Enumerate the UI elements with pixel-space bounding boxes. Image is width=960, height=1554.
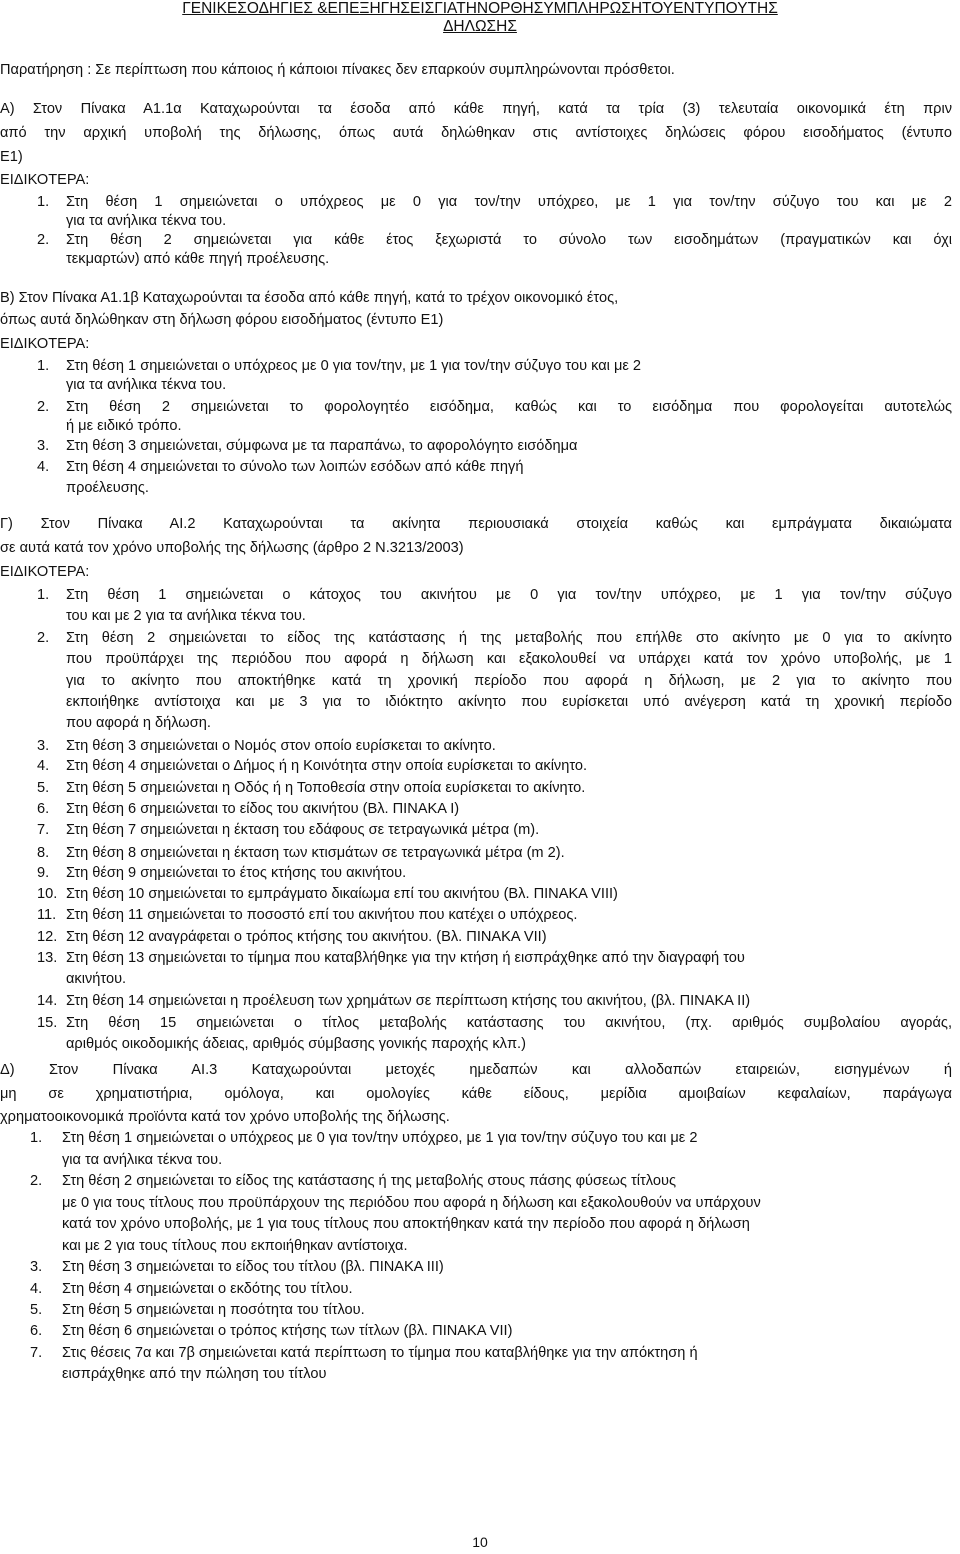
list-item-number: 1. <box>37 194 50 210</box>
list-item-text: Στη θέση 2 σημειώνεται για κάθε έτος ξεχωριστά το σύνολο των εισοδημάτων (πραγματικών και όχι <box>66 232 952 248</box>
list-item-text: Στη θέση 4 σημειώνεται το σύνολο των λοιπών εσόδων από κάθε πηγή <box>66 459 524 475</box>
list-item-number: 4. <box>30 1281 43 1297</box>
list-item-number: 9. <box>37 865 50 881</box>
list-item-number: 5. <box>37 780 50 796</box>
list-item-text: τεκμαρτών) από κάθε πηγή προέλευσης. <box>66 251 330 267</box>
list-item-number: 12. <box>37 929 58 945</box>
list-item-text: Στη θέση 10 σημειώνεται το εμπράγματο δικαίωμα επί του ακινήτου (Βλ. ΠΙΝΑΚΑ VIII) <box>66 886 618 902</box>
list-item-text: που αφορά η δήλωση. <box>66 715 211 731</box>
list-item-text: ακινήτου. <box>66 971 127 987</box>
list-item-text: εκποιήθηκε αντίστοιχα και με 3 για το ιδιόκτητο ακίνητο που ευρίσκεται υπό ανέγερση κατά τη χρονική περίοδο <box>66 694 952 710</box>
section-b-specifically: ΕΙΔΙΚΟΤΕΡΑ: <box>0 336 90 352</box>
list-item-text: για το ακίνητο που αποκτήθηκε κατά τη χρονική περίοδο που αφορά η δήλωση, με 2 για το ακίνητο που <box>66 673 952 689</box>
list-item-number: 7. <box>30 1345 43 1361</box>
title-line-2: ΔΗΛΩΣΗΣ <box>443 18 517 35</box>
list-item-text: Στη θέση 8 σημειώνεται η έκταση των κτισμάτων σε τετραγωνικά μέτρα (m 2). <box>66 845 565 861</box>
list-item-text: Στη θέση 1 σημειώνεται ο υπόχρεος με 0 για τον/την υπόχρεο, με 1 για τον/την σύζυγο του και με 2 <box>66 194 952 210</box>
note-text: Παρατήρηση : Σε περίπτωση που κάποιος ή κάποιοι πίνακες δεν επαρκούν συμπληρώνονται πρόσθετοι. <box>0 62 675 78</box>
section-d-intro-2: μη σε χρηματιστήρια, ομόλογα, και ομολογίες κάθε είδους, μερίδια αμοιβαίων κεφαλαίων, παράγωγα <box>0 1086 952 1102</box>
list-item-number: 15. <box>37 1015 58 1031</box>
list-item-text: για τα ανήλικα τέκνα του. <box>66 377 227 393</box>
list-item-text: Στη θέση 3 σημειώνεται, σύμφωνα με τα παραπάνω, το αφορολόγητο εισόδημα <box>66 438 578 454</box>
list-item-text: Στη θέση 11 σημειώνεται το ποσοστό επί του ακινήτου που κατέχει ο υπόχρεος. <box>66 907 578 923</box>
section-c-specifically: ΕΙΔΙΚΟΤΕΡΑ: <box>0 564 90 580</box>
list-item-number: 2. <box>37 399 50 415</box>
section-a-intro-1: Α) Στον Πίνακα Α1.1α Καταχωρούνται τα έσοδα από κάθε πηγή, κατά τα τρία (3) τελευταία οικονομικά έτη πριν <box>0 101 952 117</box>
list-item-text: Στη θέση 7 σημειώνεται η έκταση του εδάφους σε τετραγωνικά μέτρα (m). <box>66 822 540 838</box>
list-item-number: 10. <box>37 886 58 902</box>
list-item-number: 8. <box>37 845 50 861</box>
list-item-text: Στη θέση 1 σημειώνεται ο κάτοχος του ακινήτου με 0 για τον/την υπόχρεο, με 1 για τον/την σύζυγο <box>66 587 952 603</box>
section-a-intro-2: από την αρχική υποβολή της δήλωσης, όπως αυτά δηλώθηκαν στις αντίστοιχες δηλώσεις φόρου εισοδήματος (έντυπο <box>0 125 952 141</box>
section-c-intro-2: σε αυτά κατά τον χρόνο υποβολής της δήλωσης (άρθρο 2 Ν.3213/2003) <box>0 540 464 556</box>
list-item-number: 4. <box>37 459 50 475</box>
list-item-number: 2. <box>37 630 50 646</box>
section-b-intro-1: Β) Στον Πίνακα Α1.1β Καταχωρούνται τα έσοδα από κάθε πηγή, κατά το τρέχον οικονομικό έτος, <box>0 290 619 306</box>
list-item-text: Στη θέση 1 σημειώνεται ο υπόχρεος με 0 για τον/την υπόχρεο, με 1 για τον/την σύζυγο του και με 2 <box>62 1130 698 1146</box>
section-a-intro-3: Ε1) <box>0 149 23 165</box>
list-item-text: Στη θέση 2 σημειώνεται το είδος της κατάστασης ή της μεταβολής που επήλθε στο ακίνητο με 0 για το ακίνητο <box>66 630 952 646</box>
list-item-text: Στη θέση 2 σημειώνεται το φορολογητέο εισόδημα, καθώς και το εισόδημα που φορολογείται αυτοτελώς <box>66 399 952 415</box>
list-item-number: 3. <box>37 738 50 754</box>
list-item-text: Στις θέσεις 7α και 7β σημειώνεται κατά περίπτωση το τίμημα που καταβλήθηκε για την απόκτηση ή <box>62 1345 698 1361</box>
list-item-text: για τα ανήλικα τέκνα του. <box>66 213 227 229</box>
document-title <box>0 0 960 36</box>
list-item-text: Στη θέση 5 σημειώνεται η ποσότητα του τίτλου. <box>62 1302 365 1318</box>
list-item-text: του και με 2 για τα ανήλικα τέκνα του. <box>66 608 306 624</box>
list-item-text: Στη θέση 12 αναγράφεται ο τρόπος κτήσης του ακινήτου. (Βλ. ΠΙΝΑΚΑ VII) <box>66 929 547 945</box>
list-item-text: αριθμός οικοδομικής άδειας, αριθμός σύμβασης γονικής παροχής κλπ.) <box>66 1036 526 1052</box>
list-item-number: 2. <box>30 1173 43 1189</box>
section-d-intro-1: Δ) Στον Πίνακα ΑΙ.3 Καταχωρούνται μετοχές ημεδαπών και αλλοδαπών εταιρειών, εισηγμένων ή <box>0 1062 952 1078</box>
list-item-number: 5. <box>30 1302 43 1318</box>
list-item-text: Στη θέση 4 σημειώνεται ο Δήμος ή η Κοινότητα στην οποία ευρίσκεται το ακίνητο. <box>66 758 588 774</box>
list-item-text: προέλευσης. <box>66 480 149 496</box>
list-item-text: κατά τον χρόνο υποβολής, με 1 για τους τίτλους που αποκτήθηκαν κατά την περίοδο που αφορά η δήλωση <box>62 1216 750 1232</box>
list-item-text: και με 2 για τους τίτλους που εκποιήθηκαν αντίστοιχα. <box>62 1238 408 1254</box>
list-item-text: Στη θέση 14 σημειώνεται η προέλευση των χρημάτων σε περίπτωση κτήσης του ακινήτου, (βλ. ΠΙΝΑΚΑ ΙΙ) <box>66 993 751 1009</box>
list-item-text: Στη θέση 3 σημειώνεται το είδος του τίτλου (βλ. ΠΙΝΑΚΑ ΙΙΙ) <box>62 1259 444 1275</box>
list-item-text: Στη θέση 1 σημειώνεται ο υπόχρεος με 0 για τον/την, με 1 για τον/την σύζυγο του και με 2 <box>66 358 642 374</box>
section-a-specifically: ΕΙΔΙΚΟΤΕΡΑ: <box>0 172 90 188</box>
list-item-number: 7. <box>37 822 50 838</box>
list-item-number: 6. <box>30 1323 43 1339</box>
section-b-intro-2: όπως αυτά δηλώθηκαν στη δήλωση φόρου εισοδήματος (έντυπο Ε1) <box>0 312 444 328</box>
list-item-number: 1. <box>30 1130 43 1146</box>
list-item-text: με 0 για τους τίτλους που προϋπάρχουν της περιόδου που αφορά η δήλωση και εξακολουθούν να υπάρχουν <box>62 1195 761 1211</box>
section-d-intro-3: χρηματοοικονομικά προϊόντα κατά τον χρόνο υποβολής της δήλωσης. <box>0 1109 450 1125</box>
list-item-number: 3. <box>30 1259 43 1275</box>
list-item-text: Στη θέση 15 σημειώνεται ο τίτλος μεταβολής κατάστασης του ακινήτου, (πχ. αριθμός συμβολαίου αγοράς, <box>66 1015 952 1031</box>
list-item-text: Στη θέση 4 σημειώνεται ο εκδότης του τίτλου. <box>62 1281 353 1297</box>
list-item-text: Στη θέση 6 σημειώνεται ο τρόπος κτήσης των τίτλων (βλ. ΠΙΝΑΚΑ VII) <box>62 1323 513 1339</box>
list-item-number: 4. <box>37 758 50 774</box>
list-item-number: 6. <box>37 801 50 817</box>
list-item-number: 3. <box>37 438 50 454</box>
list-item-text: ή με ειδικό τρόπο. <box>66 418 182 434</box>
list-item-text: Στη θέση 6 σημειώνεται το είδος του ακινήτου (Βλ. ΠΙΝΑΚΑ Ι) <box>66 801 460 817</box>
title-line-1: ΓΕΝΙΚΕΣΟΔΗΓΙΕΣ &ΕΠΕΞΗΓΗΣΕΙΣΓΙΑΤΗΝΟΡΘΗΣΥΜΠΛΗΡΩΣΗΤΟΥΕΝΤΥΠΟΥΤΗΣ <box>182 0 778 17</box>
list-item-text: Στη θέση 2 σημειώνεται το είδος της κατάστασης ή της μεταβολής στους πάσης φύσεως τίτλους <box>62 1173 676 1189</box>
section-c-intro-1: Γ) Στον Πίνακα ΑΙ.2 Καταχωρούνται τα ακίνητα περιουσιακά στοιχεία καθώς και εμπράγματα δικαιώματα <box>0 516 952 532</box>
list-item-text: εισπράχθηκε από την πώληση του τίτλου <box>62 1366 327 1382</box>
list-item-number: 13. <box>37 950 58 966</box>
list-item-text: Στη θέση 3 σημειώνεται ο Νομός στον οποίο ευρίσκεται το ακίνητο. <box>66 738 496 754</box>
list-item-text: Στη θέση 13 σημειώνεται το τίμημα που καταβλήθηκε για την κτήση ή εισπράχθηκε από την διαγραφή του <box>66 950 745 966</box>
list-item-text: που προϋπάρχει της περιόδου που αφορά η δήλωση και εξακολουθεί να υπάρχει κατά τον χρόνο υποβολής, με 1 <box>66 651 952 667</box>
list-item-text: Στη θέση 5 σημειώνεται η Οδός ή η Τοποθεσία στην οποία ευρίσκεται το ακίνητο. <box>66 780 586 796</box>
list-item-text: Στη θέση 9 σημειώνεται το έτος κτήσης του ακινήτου. <box>66 865 407 881</box>
list-item-number: 1. <box>37 587 50 603</box>
list-item-number: 2. <box>37 232 50 248</box>
page-number: 10 <box>472 1534 488 1550</box>
list-item-number: 11. <box>37 907 57 923</box>
list-item-text: για τα ανήλικα τέκνα του. <box>62 1152 223 1168</box>
list-item-number: 1. <box>37 358 50 374</box>
list-item-number: 14. <box>37 993 58 1009</box>
